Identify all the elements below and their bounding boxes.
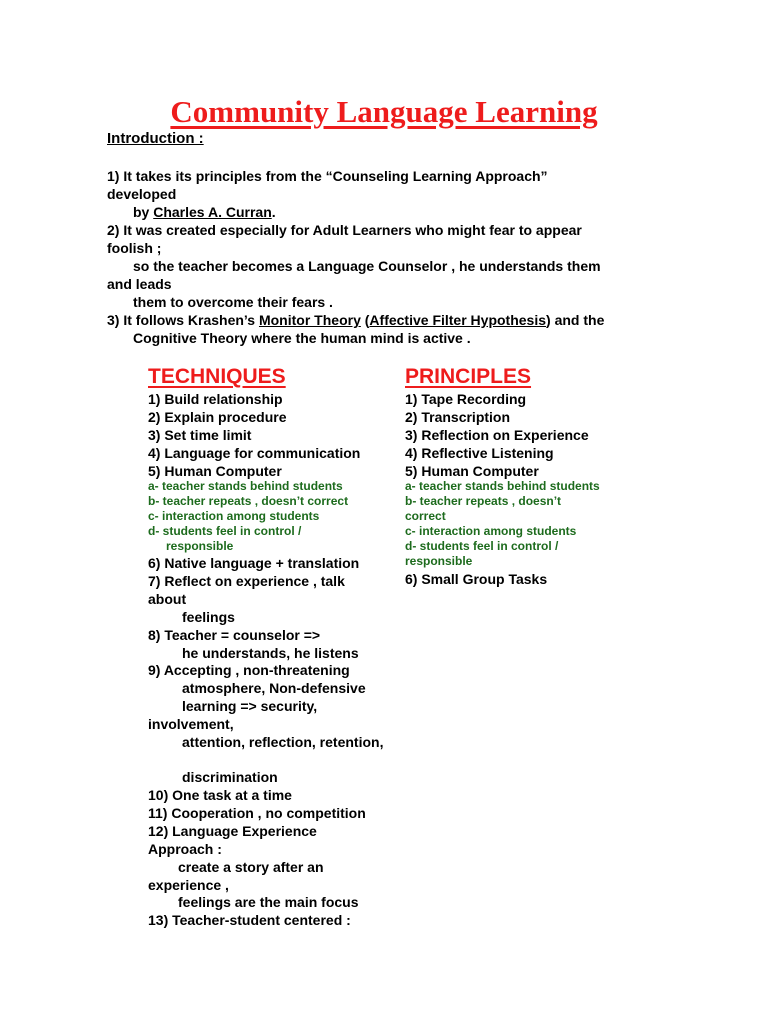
principle-item: 1) Tape Recording [405, 391, 527, 407]
technique-subitem: d- students feel in control / [148, 524, 302, 538]
introduction-heading: Introduction : [107, 130, 204, 147]
technique-item: 7) Reflect on experience , talk [148, 573, 345, 589]
technique-item-cont: atmosphere, Non-defensive [182, 680, 366, 696]
technique-item: 6) Native language + translation [148, 555, 360, 571]
principle-subitem: d- students feel in control / [405, 539, 559, 553]
technique-item-cont: experience , [148, 877, 229, 893]
principle-subitem: a- teacher stands behind students [405, 479, 600, 493]
page-title: Community Language Learning [170, 94, 598, 129]
technique-item: 12) Language Experience [148, 823, 317, 839]
technique-item-cont: discrimination [182, 769, 278, 785]
technique-item-cont: learning => security, [182, 698, 318, 714]
principle-subitem: b- teacher repeats , doesn’t [405, 494, 562, 508]
techniques-heading: TECHNIQUES [148, 365, 286, 388]
technique-subitem: b- teacher repeats , doesn’t correct [148, 494, 349, 508]
technique-item: 4) Language for communication [148, 445, 361, 461]
principle-item: 5) Human Computer [405, 463, 539, 479]
principle-item: 2) Transcription [405, 409, 511, 425]
technique-subitem: c- interaction among students [148, 509, 320, 523]
intro-point-1-author: by Charles A. Curran. [133, 204, 276, 220]
technique-item: 5) Human Computer [148, 463, 282, 479]
author-name: Charles A. Curran [153, 204, 272, 220]
affective-filter-hypothesis: Affective Filter Hypothesis [369, 312, 547, 328]
intro-point-3: 3) It follows Krashen’s Monitor Theory (Affective Filter Hypothesis) and the [107, 312, 605, 328]
intro-point-2: 2) It was created especially for Adult Learners who might fear to appear [107, 222, 582, 238]
technique-item-cont: attention, reflection, retention, [182, 734, 384, 750]
intro-point-2-cont: and leads [107, 276, 172, 292]
technique-item-cont: he understands, he listens [182, 645, 359, 661]
principle-item: 3) Reflection on Experience [405, 427, 589, 443]
principles-heading: PRINCIPLES [405, 365, 532, 388]
intro-point-1-cont: developed [107, 186, 177, 202]
technique-subitem: a- teacher stands behind students [148, 479, 343, 493]
technique-item-cont: create a story after an [178, 859, 324, 875]
technique-item: 10) One task at a time [148, 787, 292, 803]
intro-point-2-cont: foolish ; [107, 240, 162, 256]
technique-item-cont: feelings [182, 609, 235, 625]
technique-item: 13) Teacher-student centered : [148, 912, 351, 928]
technique-item: 8) Teacher = counselor => [148, 627, 321, 643]
principle-subitem: c- interaction among students [405, 524, 577, 538]
principle-item: 6) Small Group Tasks [405, 571, 548, 587]
intro-point-2-cont: so the teacher becomes a Language Counselor , he understands them [133, 258, 601, 274]
technique-item: 1) Build relationship [148, 391, 283, 407]
monitor-theory: Monitor Theory [258, 312, 361, 328]
technique-subitem: responsible [166, 539, 234, 553]
principle-item: 4) Reflective Listening [405, 445, 554, 461]
technique-item: 3) Set time limit [148, 427, 252, 443]
technique-item-cont: Approach : [148, 841, 222, 857]
technique-item-cont: about [148, 591, 187, 607]
technique-item: 9) Accepting , non-threatening [148, 662, 350, 678]
technique-item-cont: feelings are the main focus [178, 894, 359, 910]
intro-point-3-cont: Cognitive Theory where the human mind is active . [133, 330, 471, 346]
intro-point-2-cont: them to overcome their fears . [133, 294, 333, 310]
principle-subitem: responsible [405, 554, 473, 568]
technique-item: 2) Explain procedure [148, 409, 287, 425]
principle-subitem: correct [405, 509, 446, 523]
technique-item-cont: involvement, [148, 716, 234, 732]
intro-point-1: 1) It takes its principles from the “Counseling Learning Approach” [107, 168, 548, 184]
technique-item: 11) Cooperation , no competition [148, 805, 366, 821]
